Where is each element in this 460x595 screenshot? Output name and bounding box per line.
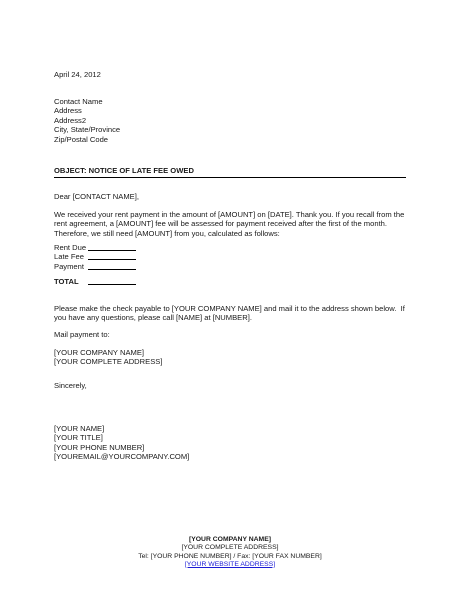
footer-website-link[interactable]: [YOUR WEBSITE ADDRESS] bbox=[184, 560, 276, 568]
total-label: TOTAL bbox=[54, 277, 79, 286]
footer-contact: Tel: [YOUR PHONE NUMBER] / Fax: [YOUR FAX NUMBER] bbox=[138, 552, 322, 560]
recipient-zip: Zip/Postal Code bbox=[54, 134, 109, 144]
footer-address: [YOUR COMPLETE ADDRESS] bbox=[181, 544, 279, 552]
fee-blank-line bbox=[88, 243, 136, 251]
paragraph-line: Therefore, we still need [AMOUNT] from you, calculated as follows: bbox=[54, 228, 280, 238]
fee-label: Payment bbox=[54, 261, 84, 271]
fee-row-late-fee bbox=[54, 252, 136, 261]
total-row bbox=[54, 277, 136, 286]
salutation: Dear [CONTACT NAME], bbox=[54, 192, 139, 201]
paragraph-line: Please make the check payable to [YOUR COMPANY NAME] and mail it to the address shown below. If bbox=[54, 304, 405, 313]
letter-date: April 24, 2012 bbox=[54, 70, 101, 79]
recipient-city-state: City, State/Province bbox=[54, 125, 121, 135]
closing: Sincerely, bbox=[54, 381, 87, 390]
signature-block bbox=[54, 424, 189, 462]
fee-blank-line bbox=[88, 262, 136, 270]
paragraph-payment-received bbox=[54, 210, 404, 238]
mail-complete-address: [YOUR COMPLETE ADDRESS] bbox=[54, 357, 163, 367]
fee-label: Rent Due bbox=[54, 243, 87, 252]
mail-payment-label: Mail payment to: bbox=[54, 330, 110, 339]
fee-row-total bbox=[54, 277, 136, 286]
recipient-address bbox=[54, 97, 120, 144]
signature-title: [YOUR TITLE] bbox=[54, 433, 103, 443]
total-blank-line bbox=[88, 277, 136, 285]
letterhead-footer bbox=[0, 536, 460, 569]
footer-company-name: [YOUR COMPANY NAME] bbox=[188, 536, 272, 543]
signature-phone: [YOUR PHONE NUMBER] bbox=[54, 442, 145, 452]
object-heading: OBJECT: NOTICE OF LATE FEE OWED bbox=[54, 166, 194, 175]
recipient-name: Contact Name bbox=[54, 97, 103, 106]
heading-divider bbox=[54, 177, 406, 178]
fee-row-payment bbox=[54, 262, 136, 271]
recipient-address-line1: Address bbox=[54, 106, 82, 116]
paragraph-line: We received your rent payment in the amount of [AMOUNT] on [DATE]. Thank you. If you recall from the bbox=[54, 210, 405, 219]
fee-row-rent-due bbox=[54, 243, 136, 252]
recipient-address-line2: Address2 bbox=[54, 115, 87, 125]
signature-name: [YOUR NAME] bbox=[54, 424, 105, 433]
paragraph-check-payable bbox=[54, 304, 405, 323]
signature-email: [YOUREMAIL@YOURCOMPANY.COM] bbox=[54, 452, 190, 462]
mail-address bbox=[54, 348, 162, 367]
paragraph-line: rent agreement, a [AMOUNT] fee will be assessed for payment received after the first of the month. bbox=[54, 219, 388, 229]
fee-breakdown bbox=[54, 243, 136, 271]
fee-label: Late Fee bbox=[54, 252, 84, 262]
paragraph-line: you have any questions, please call [NAME] at [NUMBER]. bbox=[54, 313, 252, 323]
mail-company-name: [YOUR COMPANY NAME] bbox=[54, 348, 145, 357]
fee-blank-line bbox=[88, 252, 136, 260]
